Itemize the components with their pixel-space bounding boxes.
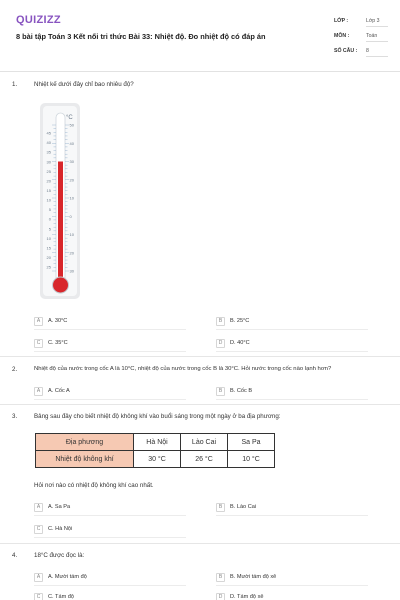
table-cell: 30 °C bbox=[134, 451, 181, 468]
left-scale-label: 30 bbox=[46, 159, 51, 165]
left-scale-label: 25 bbox=[46, 264, 51, 270]
left-scale-label: 20 bbox=[46, 178, 51, 184]
table-cell: Địa phương bbox=[36, 434, 134, 451]
option-text: A. Mười tám độ bbox=[48, 574, 87, 580]
question-3-option-c[interactable] bbox=[34, 524, 72, 534]
quizizz-logo: QUIZIZZ bbox=[16, 14, 61, 26]
question-1-option-d[interactable] bbox=[216, 338, 250, 348]
right-scale-label: 10 bbox=[69, 195, 74, 201]
question-4-option-c[interactable] bbox=[34, 592, 74, 600]
worksheet-header bbox=[0, 0, 400, 72]
option-text: A. 30°C bbox=[48, 318, 68, 324]
left-scale-label: 0 bbox=[48, 216, 51, 222]
question-3-option-b[interactable] bbox=[216, 502, 256, 512]
option-letter-box: D bbox=[216, 593, 225, 600]
question-count-value: 8 bbox=[366, 48, 388, 57]
option-text: B. Mười tám độ xê bbox=[230, 574, 277, 580]
question-2-number: 2. bbox=[12, 366, 18, 373]
option-divider bbox=[34, 399, 186, 400]
table-cell: 26 °C bbox=[181, 451, 228, 468]
left-scale-label: 10 bbox=[46, 197, 51, 203]
option-text: A. Sa Pa bbox=[48, 504, 71, 510]
table-cell: Hà Nội bbox=[134, 434, 181, 451]
question-3-number: 3. bbox=[12, 413, 18, 420]
question-1-option-b[interactable] bbox=[216, 316, 249, 326]
question-2-option-b[interactable] bbox=[216, 386, 252, 396]
left-scale-label: 25 bbox=[46, 168, 51, 174]
option-divider bbox=[34, 329, 186, 330]
table-cell: Sa Pa bbox=[228, 434, 275, 451]
question-2-text: Nhiệt độ của nước trong cốc A là 10°C, nhiệt độ của nước trong cốc B là 30°C. Hỏi nước trong cốc nào lạnh hơn? bbox=[34, 366, 332, 372]
option-letter-box: A bbox=[34, 503, 43, 512]
option-letter-box: D bbox=[216, 339, 225, 348]
option-text: B. Lào Cai bbox=[230, 504, 257, 510]
table-row bbox=[36, 434, 275, 451]
subject-label: MÔN : bbox=[334, 33, 350, 39]
subject-value: Toán bbox=[366, 33, 388, 42]
right-scale-label: 20 bbox=[69, 177, 74, 183]
option-divider bbox=[216, 585, 368, 586]
mercury-column bbox=[58, 162, 63, 284]
option-text: C. 35°C bbox=[48, 340, 68, 346]
option-letter-box: C bbox=[34, 339, 43, 348]
option-letter-box: A bbox=[34, 573, 43, 582]
table-cell: Nhiệt độ không khí bbox=[36, 451, 134, 468]
option-text: B. 25°C bbox=[230, 318, 250, 324]
right-scale-label: 10 bbox=[69, 232, 74, 238]
option-text: C. Tám độ bbox=[48, 594, 75, 600]
option-text: A. Cốc A bbox=[48, 388, 70, 394]
section-divider bbox=[0, 543, 400, 544]
left-scale-label: 45 bbox=[46, 130, 51, 136]
option-divider bbox=[216, 515, 368, 516]
right-scale-label: 50 bbox=[69, 122, 74, 128]
left-scale-label: 15 bbox=[46, 245, 51, 251]
option-text: C. Hà Nội bbox=[48, 526, 73, 532]
grade-label: LỚP : bbox=[334, 18, 349, 24]
left-scale-label: 10 bbox=[46, 235, 51, 241]
question-1-text: Nhiệt kế dưới đây chỉ bao nhiêu độ? bbox=[34, 81, 134, 88]
option-text: B. Cốc B bbox=[230, 388, 253, 394]
option-divider bbox=[216, 351, 368, 352]
option-letter-box: C bbox=[34, 593, 43, 600]
left-scale-label: 5 bbox=[48, 226, 51, 232]
right-scale-label: 20 bbox=[69, 250, 74, 256]
question-4-number: 4. bbox=[12, 552, 18, 559]
option-divider bbox=[34, 515, 186, 516]
question-4-option-a[interactable] bbox=[34, 572, 87, 582]
left-scale-label: 35 bbox=[46, 149, 51, 155]
option-letter-box: B bbox=[216, 573, 225, 582]
question-3-option-a[interactable] bbox=[34, 502, 70, 512]
left-scale-label: 5 bbox=[48, 207, 51, 213]
section-divider bbox=[0, 356, 400, 357]
option-text: D. Tám độ xê bbox=[230, 594, 264, 600]
grade-value: Lớp 3 bbox=[366, 18, 388, 27]
worksheet-title: 8 bài tập Toán 3 Kết nối tri thức Bài 33: Nhiệt độ. Đo nhiệt độ có đáp án bbox=[16, 32, 266, 41]
right-scale-label: 30 bbox=[69, 159, 74, 165]
option-divider bbox=[34, 585, 186, 586]
unit-label: °C bbox=[66, 115, 73, 121]
question-count-label: SỐ CÂU : bbox=[334, 48, 358, 54]
thermometer-figure bbox=[40, 103, 80, 299]
question-3-text: Bảng sau đây cho biết nhiệt độ không khí vào buổi sáng trong một ngày ở ba địa phương: bbox=[34, 413, 281, 420]
question-4-text: 18°C được đọc là: bbox=[34, 552, 85, 559]
option-text: D. 40°C bbox=[230, 340, 250, 346]
question-4-option-b[interactable] bbox=[216, 572, 276, 582]
left-scale-label: 15 bbox=[46, 188, 51, 194]
right-scale-label: 40 bbox=[69, 140, 74, 146]
option-letter-box: A bbox=[34, 387, 43, 396]
option-letter-box: B bbox=[216, 503, 225, 512]
question-2-option-a[interactable] bbox=[34, 386, 70, 396]
section-divider bbox=[0, 404, 400, 405]
question-1-number: 1. bbox=[12, 81, 18, 88]
option-divider bbox=[34, 351, 186, 352]
table-row bbox=[36, 451, 275, 468]
option-divider bbox=[216, 399, 368, 400]
option-divider bbox=[216, 329, 368, 330]
right-scale-label: 30 bbox=[69, 268, 74, 274]
question-3-subtext: Hỏi nơi nào có nhiệt độ không khí cao nhất. bbox=[34, 482, 154, 489]
table-cell: Lào Cai bbox=[181, 434, 228, 451]
question-4-option-d[interactable] bbox=[216, 592, 263, 600]
table-cell: 10 °C bbox=[228, 451, 275, 468]
option-letter-box: A bbox=[34, 317, 43, 326]
question-1-option-a[interactable] bbox=[34, 316, 67, 326]
question-1-option-c[interactable] bbox=[34, 338, 68, 348]
option-letter-box: B bbox=[216, 387, 225, 396]
left-scale-label: 20 bbox=[46, 255, 51, 261]
option-letter-box: C bbox=[34, 525, 43, 534]
left-scale-label: 40 bbox=[46, 140, 51, 146]
thermometer-bulb bbox=[53, 277, 69, 293]
temperature-table bbox=[35, 433, 275, 468]
option-letter-box: B bbox=[216, 317, 225, 326]
option-divider bbox=[34, 537, 186, 538]
right-scale-label: 0 bbox=[69, 213, 72, 219]
